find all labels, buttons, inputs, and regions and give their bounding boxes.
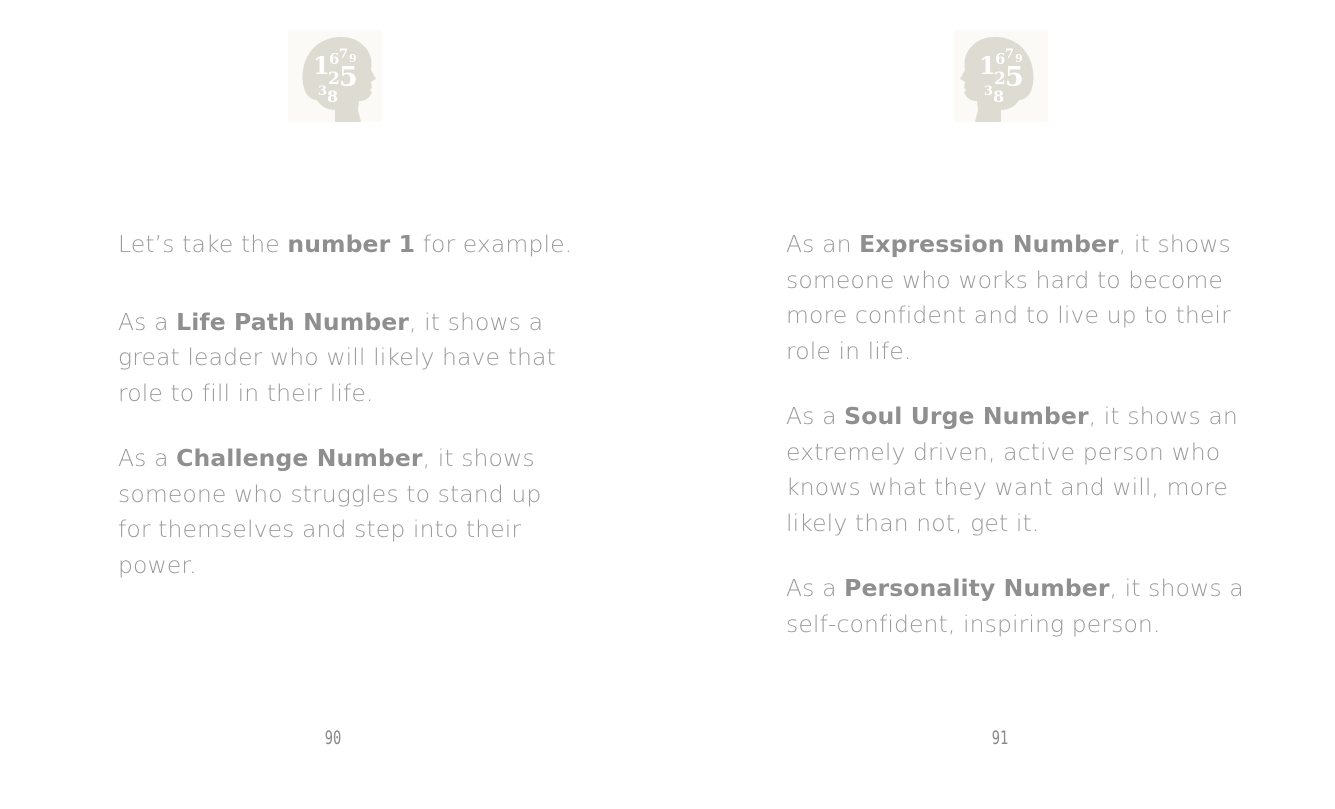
- logo-digit: 5: [339, 62, 358, 93]
- personality-paragraph: As a Personality Number, it shows a self-confident, inspiring person.: [786, 574, 1244, 638]
- logo-digit: 7: [339, 47, 349, 62]
- logo-digit: 6: [329, 50, 340, 68]
- expression-paragraph: As an Expression Number, it shows someone who works hard to become more confident and to live up to their role in life.: [786, 230, 1231, 365]
- right-page: [668, 0, 1335, 809]
- logo-digit: 1: [313, 51, 330, 80]
- logo-digit: 3: [984, 84, 994, 99]
- logo-digit: 5: [1005, 62, 1024, 93]
- left-page: [0, 0, 667, 809]
- left-text-block: [118, 227, 578, 613]
- logo-digit: 8: [327, 87, 339, 106]
- logo-digit: 2: [328, 69, 340, 89]
- right-text-block: [786, 227, 1246, 672]
- logo-digit: 6: [995, 50, 1006, 68]
- numerology-head-icon: [288, 30, 382, 122]
- intro-paragraph: Let’s take the number 1 for example.: [118, 230, 573, 258]
- personality-term: Personality Number: [844, 574, 1110, 602]
- challenge-term: Challenge Number: [176, 444, 423, 472]
- logo-digit: 3: [318, 84, 328, 99]
- logo-digit: 9: [1015, 52, 1023, 65]
- soul-urge-paragraph: As a Soul Urge Number, it shows an extremely driven, active person who knows what they want and will, more likely than not, get it.: [786, 402, 1238, 537]
- life-path-term: Life Path Number: [176, 307, 409, 336]
- soul-urge-term: Soul Urge Number: [844, 402, 1089, 430]
- page-number-left: 90: [324, 727, 342, 749]
- challenge-paragraph: As a Challenge Number, it shows someone who struggles to stand up for themselves and step into their power.: [118, 444, 542, 579]
- numerology-head-icon: [954, 30, 1048, 122]
- logo-digit: 2: [994, 69, 1006, 89]
- life-path-paragraph: As a Life Path Number, it shows a great leader who will likely have that role to fill in their life.: [118, 307, 556, 407]
- logo-digit: 7: [1005, 47, 1015, 62]
- intro-emphasis: number 1: [287, 230, 416, 258]
- logo-digit: 9: [349, 52, 357, 65]
- logo-digit: 8: [993, 87, 1005, 106]
- page-number-right: 91: [991, 727, 1009, 749]
- logo-digit: 1: [979, 51, 996, 80]
- expression-term: Expression Number: [859, 230, 1119, 258]
